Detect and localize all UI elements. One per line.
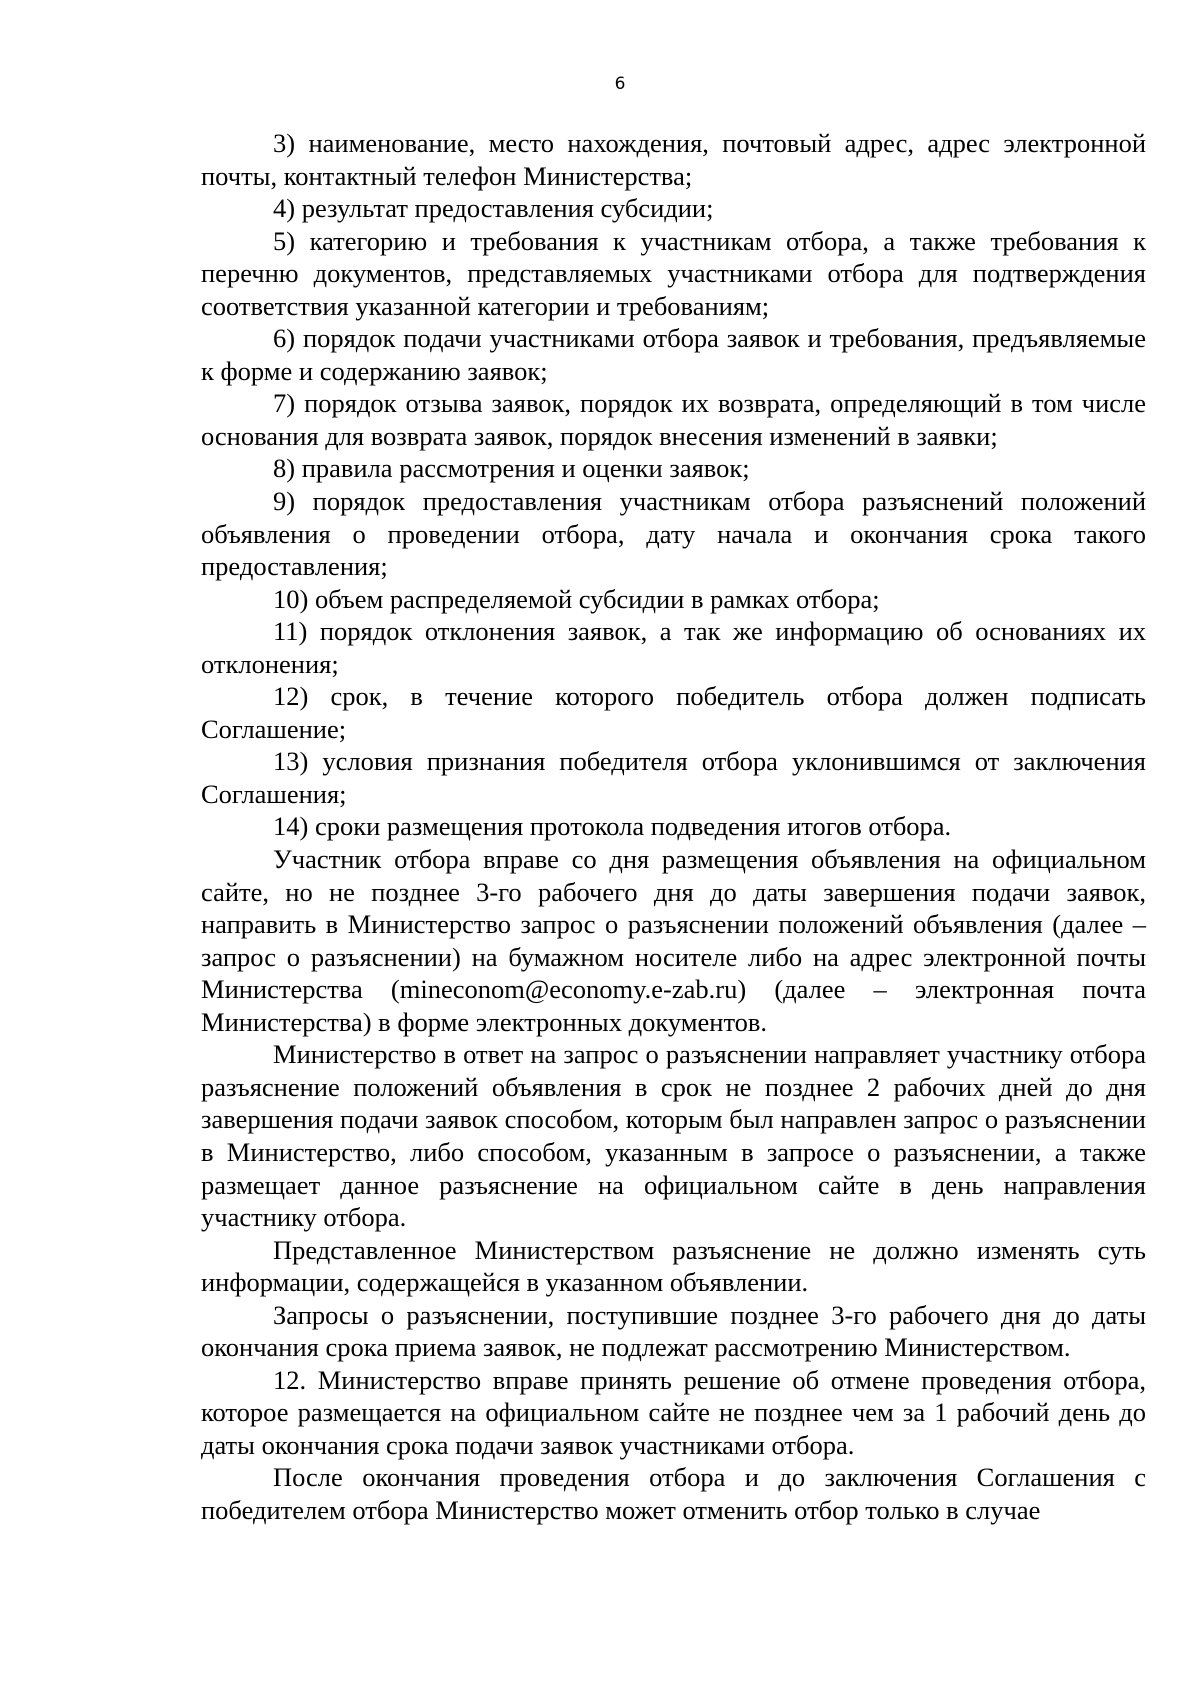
- paragraph: Представленное Министерством разъяснение не должно изменять суть информации, содержащейся в указанном объявлении.: [201, 1234, 1146, 1298]
- paragraph: Министерство в ответ на запрос о разъяснении направляет участнику отбора разъяснение положений объявления в срок не позднее 2 рабочих дней до дня завершения подачи заявок способом, которым был направлен запрос о разъяснении в Министерство, либо способом, указанным в запросе о разъяснении, а также размещает данное разъяснение на официальном сайте в день направления участнику отбора.: [201, 1039, 1146, 1233]
- paragraph: 7) порядок отзыва заявок, порядок их возврата, определяющий в том числе основания для возврата заявок, порядок внесения изменений в заявки;: [201, 388, 1146, 451]
- paragraph: 12) срок, в течение которого победитель отбора должен подписать Соглашение;: [201, 681, 1146, 744]
- paragraph: 10) объем распределяемой субсидии в рамках отбора;: [273, 583, 880, 614]
- paragraph: Участник отбора вправе со дня размещения объявления на официальном сайте, но не позднее 3-го рабочего дня до даты завершения подачи заявок, направить в Министерство запрос о разъяснении положений объявления (далее – запрос о разъяснении) на бумажном носителе либо на адрес электронной почты Министерства (mineconom@economy.e-zab.ru) (далее – электронная почта Министерства) в форме электронных документов.: [201, 844, 1146, 1037]
- paragraph: 5) категорию и требования к участникам отбора, а также требования к перечню документов, представляемых участниками отбора для подтверждения соответствия указанной категории и требованиям;: [201, 225, 1146, 321]
- document-body: [201, 127, 1146, 1527]
- paragraph: 8) правила рассмотрения и оценки заявок;: [273, 453, 750, 484]
- paragraph: 6) порядок подачи участниками отбора заявок и требования, предъявляемые к форме и содержанию заявок;: [201, 323, 1146, 386]
- paragraph: 12. Министерство вправе принять решение об отмене проведения отбора, которое размещается на официальном сайте не позднее чем за 1 рабочий день до даты окончания срока подачи заявок участниками отбора.: [201, 1364, 1146, 1460]
- paragraph: 14) сроки размещения протокола подведения итогов отбора.: [273, 811, 952, 842]
- paragraph: 9) порядок предоставления участникам отбора разъяснений положений объявления о проведении отбора, дату начала и окончания срока такого предоставления;: [201, 486, 1146, 582]
- paragraph: 4) результат предоставления субсидии;: [273, 193, 714, 224]
- page-number: 6: [614, 74, 626, 94]
- paragraph: 13) условия признания победителя отбора уклонившимся от заключения Соглашения;: [201, 746, 1146, 809]
- paragraph: 11) порядок отклонения заявок, а так же информацию об основаниях их отклонения;: [201, 616, 1146, 679]
- paragraph: Запросы о разъяснении, поступившие позднее 3-го рабочего дня до даты окончания срока приема заявок, не подлежат рассмотрению Министерством.: [201, 1299, 1146, 1363]
- paragraph: 3) наименование, место нахождения, почтовый адрес, адрес электронной почты, контактный телефон Министерства;: [201, 128, 1146, 191]
- paragraph: После окончания проведения отбора и до заключения Соглашения с победителем отбора Министерство может отменить отбор только в случае: [201, 1462, 1146, 1525]
